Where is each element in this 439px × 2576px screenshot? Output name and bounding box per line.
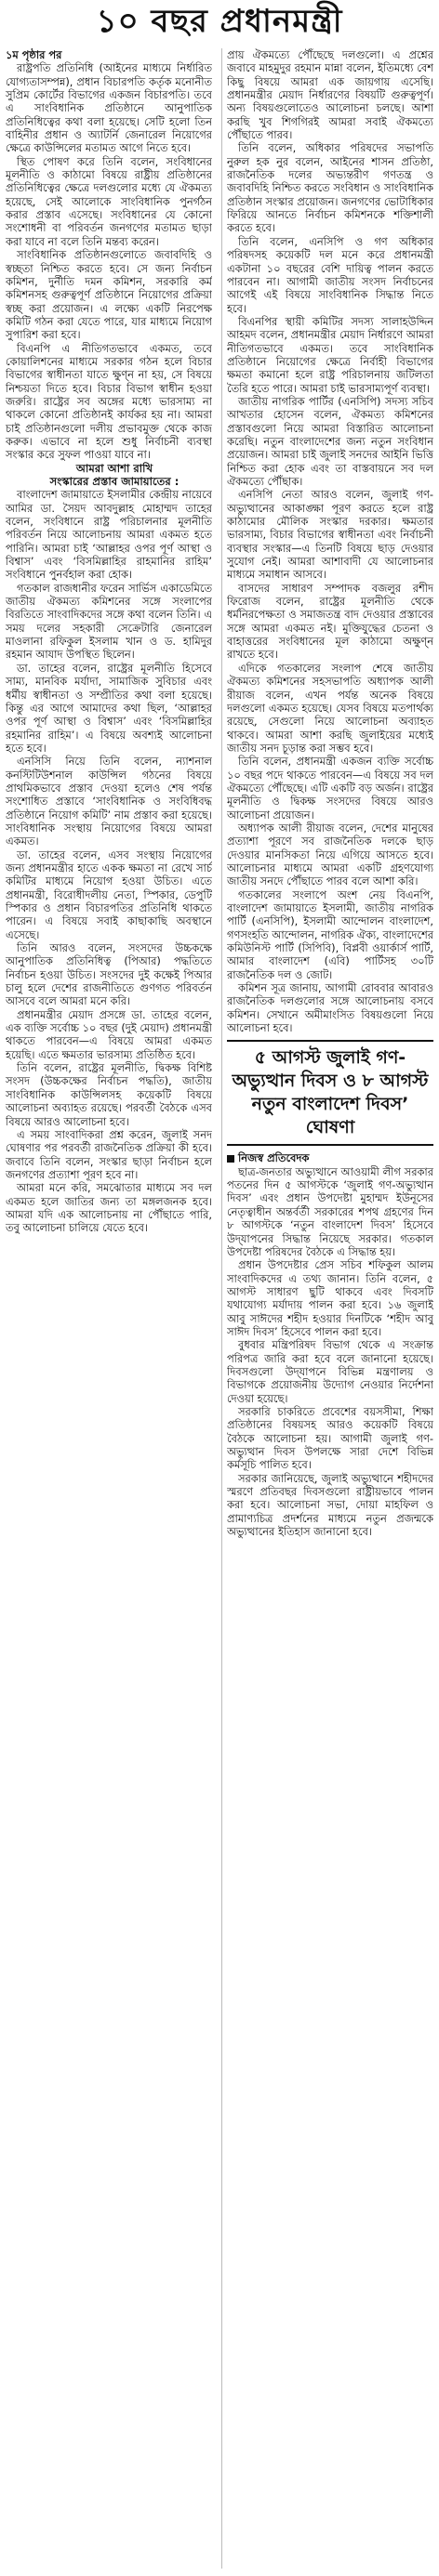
article-paragraph: বাসদের সাধারণ সম্পাদক বজলুর রশীদ ফিরোজ বলেন, রাষ্ট্রের মূলনীতি থেকে ধর্মনিরপেক্ষতা ও সমাজতন্ত্র বাদ দেওয়ার প্রস্তাবের সঙ্গে আমরা একমত নই। মুক্তিযুদ্ধের চেতনা ও বাহাত্তরের সংবিধানের মূল কাঠামো অক্ষুণ্ন রাখতে হবে। [227,581,433,662]
article-paragraph: এনসিসি নিয়ে তিনি বলেন, ন্যাশনাল কনস্টিটিউশনাল কাউন্সিল গঠনের বিষয়ে প্রাথমিকভাবে প্রস্তাব দেওয়া হলেও শেষ পর্যন্ত সংশোধিত প্রস্তাবে ‘সাংবিধানিক ও সংবিধিবদ্ধ প্রতিষ্ঠানে নিয়োগ কমিটি’ নাম প্রস্তাব করা হয়েছে। সাংবিধানিক সংস্থায় নিয়োগের বিষয়ে আমরা একমত। [6,755,212,848]
article-paragraph: গতকালের সংলাপে অংশ নেয় বিএনপি, বাংলাদেশ জামায়াতে ইসলামী, জাতীয় নাগরিক পার্টি (এনসিপি), ইসলামী আন্দোলন বাংলাদেশ, গণসংহতি আন্দোলন, নাগরিক ঐক্য, বাংলাদেশের কমিউনিস্ট পার্টি (সিপিবি), বিপ্লবী ওয়ার্কার্স পার্টি, আমার বাংলাদেশ (এবি) পার্টিসহ ৩০টি রাজনৈতিক দল ও জোট। [227,887,433,981]
page-headline: ১০ বছর প্রধানমন্ত্রী [96,3,343,40]
column-divider [221,48,222,2569]
byline [227,1151,433,1164]
left-column [6,48,212,2569]
continued-label: ১ম পৃষ্ঠার পর [6,48,62,61]
subhead: সংস্কারের প্রস্তাব জামায়াতের : [49,475,180,488]
article-paragraph: ডা. তাহের বলেন, এসব সংস্থায় নিয়োগের জন্য প্রধানমন্ত্রীর হাতে একক ক্ষমতা না রেখে সার্চ কমিটির মাধ্যমে নিয়োগ হওয়া উচিত। এতে প্রধানমন্ত্রী, বিরোধীদলীয় নেতা, স্পিকার, ডেপুটি স্পিকার ও প্রধান বিচারপতির প্রতিনিধি থাকতে পারেন। এ বিষয়ে সবাই কাছাকাছি অবস্থানে এসেছে। [6,848,212,941]
subhead: আমরা আশা রাখি [75,461,153,475]
article-paragraph: তিনি বলেন, রাষ্ট্রের মূলনীতি, দ্বিকক্ষ বিশিষ্ট সংসদ (উচ্চকক্ষের নির্বাচন পদ্ধতি), জাতীয় সাংবিধানিক কাউন্সিলসহ কয়েকটি বিষয়ে আলোচনা অব্যাহত রয়েছে। পরবর্তী বৈঠকে এসব বিষয়ে আরও আলোচনা হবে। [6,1061,212,1128]
article-paragraph: ডা. তাহের বলেন, রাষ্ট্রের মূলনীতি হিসেবে সাম্য, মানবিক মর্যাদা, সামাজিক সুবিচার এবং ধর্মীয় স্বাধীনতা ও সম্প্রীতির কথা বলা হয়েছে। কিন্তু এর আগে আমাদের কথা ছিল, ‘আল্লাহর ওপর পূর্ণ আস্থা ও বিশ্বাস’ এবং ‘বিসমিল্লাহির রহমানির রাহিম’। এ বিষয়ে অবশ্যই আলোচনা হতে হবে। [6,661,212,755]
article-paragraph: অধ্যাপক আলী রীয়াজ বলেন, দেশের মানুষের প্রত্যাশা পূরণে সব রাজনৈতিক দলকে ছাড় দেওয়ার মানসিকতা নিয়ে এগিয়ে আসতে হবে। আলোচনার মাধ্যমে আমরা একটি গ্রহণযোগ্য জাতীয় সনদে পৌঁছাতে পারব বলে আশা করি। [227,821,433,888]
article-paragraph: সরকার জানিয়েছে, জুলাই অভ্যুত্থানে শহীদদের স্মরণে প্রতিবছর দিবসগুলো রাষ্ট্রীয়ভাবে পালন করা হবে। আলোচনা সভা, দোয়া মাহফিল ও প্রামাণ্যচিত্র প্রদর্শনের মাধ্যমে নতুন প্রজন্মকে অভ্যুত্থানের ইতিহাস জানানো হবে। [227,1471,433,1539]
secondary-headline: ৫ আগস্ট জুলাই গণ-অভ্যুত্থান দিবস ও ৮ আগস্ট নতুন বাংলাদেশ দিবস’ ঘোষণা [227,1040,433,1146]
right-column [227,48,433,2569]
article-paragraph: ছাত্র-জনতার অভ্যুত্থানে আওয়ামী লীগ সরকার পতনের দিন ৫ আগস্টকে ‘জুলাই গণ-অভ্যুত্থান দিবস’ এবং প্রধান উপদেষ্টা মুহাম্মদ ইউনূসের নেতৃত্বাধীন অন্তর্বর্তী সরকারের শপথ গ্রহণের দিন ৮ আগস্টকে ‘নতুন বাংলাদেশ দিবস’ হিসেবে উদ্‌যাপনের সিদ্ধান্ত নিয়েছে সরকার। গতকাল উপদেষ্টা পরিষদের বৈঠকে এ সিদ্ধান্ত হয়। [227,1164,433,1258]
article-paragraph: জাতীয় নাগরিক পার্টির (এনসিপি) সদস্য সচিব আখতার হোসেন বলেন, ঐকমত্য কমিশনের প্রস্তাবগুলো নিয়ে আমরা বিস্তারিত আলোচনা করেছি। নতুন বাংলাদেশের জন্য নতুন সংবিধান প্রয়োজন। আমরা চাই জুলাই সনদের আইনি ভিত্তি নিশ্চিত করা হোক এবং তা বাস্তবায়নে সব দল ঐকমত্যে পৌঁছাক। [227,394,433,488]
article-paragraph: বিএনপির স্থায়ী কমিটির সদস্য সালাহউদ্দিন আহমদ বলেন, প্রধানমন্ত্রীর মেয়াদ নির্ধারণে আমরা নীতিগতভাবে একমত। তবে সাংবিধানিক প্রতিষ্ঠানে নিয়োগের ক্ষেত্রে নির্বাহী বিভাগের ক্ষমতা কমানো হলে রাষ্ট্র পরিচালনায় জটিলতা তৈরি হতে পারে। আমরা চাই ভারসাম্যপূর্ণ ব্যবস্থা। [227,314,433,395]
article-paragraph: এনসিপি নেতা আরও বলেন, জুলাই গণ-অভ্যুত্থানের আকাঙ্ক্ষা পূরণ করতে হলে রাষ্ট্র কাঠামোর মৌলিক সংস্কার দরকার। ক্ষমতার ভারসাম্য, বিচার বিভাগের স্বাধীনতা এবং নির্বাচনী ব্যবস্থার সংস্কার—এ তিনটি বিষয়ে ছাড় দেওয়ার সুযোগ নেই। আমরা আশাবাদী যে আলোচনার মাধ্যমে সমাধান আসবে। [227,488,433,582]
article-paragraph: প্রধানমন্ত্রীর মেয়াদ প্রসঙ্গে ডা. তাহের বলেন, এক ব্যক্তি সর্বোচ্চ ১০ বছর (দুই মেয়াদ) প্রধানমন্ত্রী থাকতে পারবেন—এ বিষয়ে আমরা একমত হয়েছি। এতে ক্ষমতার ভারসাম্য প্রতিষ্ঠিত হবে। [6,1007,212,1061]
article-paragraph: বিএনপি এ নীতিগতভাবে একমত, তবে কোয়ালিশনের মাধ্যমে সরকার গঠন হলে বিচার বিভাগের স্বাধীনতা যাতে ক্ষুণ্ন না হয়, সে বিষয়ে নিশ্চয়তা দিতে হবে। বিচার বিভাগ স্বাধীন হওয়া জরুরি। রাষ্ট্রের সব অঙ্গের মধ্যে ভারসাম্য না থাকলে কোনো প্রতিষ্ঠানই কার্যকর হয় না। আমরা চাই প্রতিষ্ঠানগুলো দলীয় প্রভাবমুক্ত থেকে কাজ করুক। এভাবে না হলে শুধু নির্বাচনী ব্যবস্থা সংস্কার করে সুফল পাওয়া যাবে না। [6,341,212,462]
article-paragraph: তিনি বলেন, এনসিপি ও গণ অধিকার পরিষদসহ কয়েকটি দল মনে করে প্রধানমন্ত্রী একটানা ১০ বছরের বেশি দায়িত্ব পালন করতে পারবেন না। আগামী জাতীয় সংসদ নির্বাচনের আগেই এই বিষয়ে সাংবিধানিক সিদ্ধান্ত নিতে হবে। [227,234,433,315]
article-paragraph: তিনি বলেন, অধিকার পরিষদের সভাপতি নুরুল হক নুর বলেন, আইনের শাসন প্রতিষ্ঠা, রাজনৈতিক দলের অভ্যন্তরীণ গণতন্ত্র ও জবাবদিহি নিশ্চিত করতে সংবিধান ও সাংবিধানিক প্রতিষ্ঠান সংস্কার প্রয়োজন। জনগণের ভোটাধিকার ফিরিয়ে আনতে নির্বাচন কমিশনকে শক্তিশালী করতে হবে। [227,141,433,235]
article-paragraph: সাংবিধানিক প্রতিষ্ঠানগুলোতে জবাবদিহি ও স্বচ্ছতা নিশ্চিত করতে হবে। সে জন্য নির্বাচন কমিশন, দুর্নীতি দমন কমিশন, সরকারি কর্ম কমিশনসহ গুরুত্বপূর্ণ প্রতিষ্ঠানে নিয়োগের প্রক্রিয়া স্বচ্ছ করা প্রয়োজন। এ লক্ষ্যে একটি নিরপেক্ষ কমিটি গঠন করা যেতে পারে, যার মাধ্যমে নিয়োগ সুপারিশ করা হবে। [6,248,212,342]
article-paragraph: বুধবার মন্ত্রিপরিষদ বিভাগ থেকে এ সংক্রান্ত পরিপত্র জারি করা হবে বলে জানানো হয়েছে। দিবসগুলো উদ্‌যাপনে বিভিন্ন মন্ত্রণালয় ও বিভাগকে প্রয়োজনীয় উদ্যোগ নেওয়ার নির্দেশনা দেওয়া হয়েছে। [227,1338,433,1405]
article-paragraph: তিনি বলেন, প্রধানমন্ত্রী একজন ব্যক্তি সর্বোচ্চ ১০ বছর পদে থাকতে পারবেন—এ বিষয়ে সব দল ঐকমত্যে পৌঁছেছে। এটি একটি বড় অর্জন। রাষ্ট্রের মূলনীতি ও দ্বিকক্ষ সংসদের বিষয়ে আরও আলোচনা প্রয়োজন। [227,755,433,821]
article-paragraph: বাংলাদেশ জামায়াতে ইসলামীর কেন্দ্রীয় নায়েবে আমির ডা. সৈয়দ আবদুল্লাহ মোহাম্মদ তাহের বলেন, সংবিধানে রাষ্ট্র পরিচালনার মূলনীতি পরিবর্তন নিয়ে আলোচনায় আমরা একমত হতে পারিনি। আমরা চাই ‘আল্লাহর ওপর পূর্ণ আস্থা ও বিশ্বাস’ এবং ‘বিসমিল্লাহির রাহমানির রাহিম’ সংবিধানে পুনর্বহাল করা হোক। [6,488,212,582]
byline-text: নিজস্ব প্রতিবেদক [238,1151,310,1165]
article-paragraph: কমিশন সূত্র জানায়, আগামী রোববার আবারও রাজনৈতিক দলগুলোর সঙ্গে আলোচনায় বসবে কমিশন। সেখানে অমীমাংসিত বিষয়গুলো নিয়ে আলোচনা হবে। [227,981,433,1035]
article-paragraph: এদিকে গতকালের সংলাপ শেষে জাতীয় ঐকমত্য কমিশনের সহসভাপতি অধ্যাপক আলী রীয়াজ বলেন, এখন পর্যন্ত অনেক বিষয়ে দলগুলো একমত হয়েছে। যেসব বিষয়ে মতপার্থক্য রয়েছে, সেগুলো নিয়ে আলোচনা অব্যাহত থাকবে। আমরা আশা করছি জুলাইয়ের মধ্যেই জাতীয় সনদ চূড়ান্ত করা সম্ভব হবে। [227,661,433,755]
article-paragraph: স্থিত পোষণ করে তিনি বলেন, সংবিধানের মূলনীতি ও কাঠামো বিষয়ে রাষ্ট্রীয় প্রতিষ্ঠানের প্রতিনিধিত্বের ক্ষেত্রে দলগুলোর মধ্যে যে ঐকমত্য হয়েছে, সেই আলোকে সাংবিধানিক পুনর্গঠন করার প্রস্তাব এসেছে। সংবিধানের যে কোনো সংশোধনী বা পরিবর্তন জনগণের মতামত ছাড়া করা যাবে না বলে তিনি মন্তব্য করেন। [6,154,212,248]
article-paragraph: সরকারি চাকরিতে প্রবেশের বয়সসীমা, শিক্ষা প্রতিষ্ঠানের বিষয়সহ আরও কয়েকটি বিষয়ে বৈঠকে আলোচনা হয়। আগামী জুলাই গণ-অভ্যুত্থান দিবস উপলক্ষে সারা দেশে বিভিন্ন কর্মসূচি পালিত হবে। [227,1404,433,1472]
article-paragraph: আমরা মনে করি, সমঝোতার মাধ্যমে সব দল একমত হলে জাতির জন্য তা মঙ্গলজনক হবে। আমরা যদি এক আলোচনায় না পৌঁছাতে পারি, তবু আলোচনা চালিয়ে যেতে হবে। [6,1181,212,1235]
article-paragraph: প্রায় ঐকমত্যে পৌঁছেছে দলগুলো। এ প্রশ্নের জবাবে মাহমুদুর রহমান মান্না বলেন, ইতিমধ্যে বেশ কিছু বিষয়ে আমরা এক জায়গায় এসেছি। প্রধানমন্ত্রীর মেয়াদ নির্ধারণের বিষয়টি গুরুত্বপূর্ণ। অন্য বিষয়গুলোতেও আলোচনা চলছে। আশা করছি খুব শিগগিরই আমরা সবাই ঐকমত্যে পৌঁছাতে পারব। [227,48,433,142]
article-paragraph: এ সময় সাংবাদিকরা প্রশ্ন করেন, জুলাই সনদ ঘোষণার পর পরবর্তী রাজনৈতিক প্রক্রিয়া কী হবে। জবাবে তিনি বলেন, সংস্কার ছাড়া নির্বাচন হলে জনগণের প্রত্যাশা পূরণ হবে না। [6,1127,212,1181]
bullet-square-icon [227,1155,234,1163]
article-paragraph: তিনি আরও বলেন, সংসদের উচ্চকক্ষে আনুপাতিক প্রতিনিধিত্ব (পিআর) পদ্ধতিতে নির্বাচন হওয়া উচিত। সংসদের দুই কক্ষেই পিআর চালু হলে দেশের রাজনীতিতে গুণগত পরিবর্তন আসবে বলে আমরা মনে করি। [6,941,212,1008]
article-paragraph: রাষ্ট্রপতি প্রতিনিধি (আইনের মাধ্যমে নির্ধারিত যোগ্যতাসম্পন্ন), প্রধান বিচারপতি কর্তৃক মনোনীত সুপ্রিম কোর্টের বিভাগের একজন বিচারপতি। তবে এ সাংবিধানিক প্রতিষ্ঠানে আনুপাতিক প্রতিনিধিত্বের কথা বলা হয়েছে। সেটি হলো তিন বাহিনীর প্রধান ও অ্যাটর্নি জেনারেল নিয়োগের ক্ষেত্রে কাউন্সিলের মতামত আগে নিতে হবে। [6,61,212,155]
article-paragraph: গতকাল রাজধানীর ফরেন সার্ভিস একাডেমিতে জাতীয় ঐকমত্য কমিশনের সঙ্গে সংলাপের বিরতিতে সাংবাদিকদের সঙ্গে কথা বলেন তিনি। এ সময় দলের সহকারী সেক্রেটারি জেনারেল মাওলানা রফিকুল ইসলাম খান ও ড. হামিদুর রহমান আযাদ উপস্থিত ছিলেন। [6,581,212,662]
article-paragraph: প্রধান উপদেষ্টার প্রেস সচিব শফিকুল আলম সাংবাদিকদের এ তথ্য জানান। তিনি বলেন, ৫ আগস্ট সাধারণ ছুটি থাকবে এবং দিবসটি যথাযোগ্য মর্যাদায় পালন করা হবে। ১৬ জুলাই আবু সাঈদের শহীদ হওয়ার দিনটিকে ‘শহীদ আবু সাঈদ দিবস’ হিসেবে পালন করা হবে। [227,1258,433,1338]
